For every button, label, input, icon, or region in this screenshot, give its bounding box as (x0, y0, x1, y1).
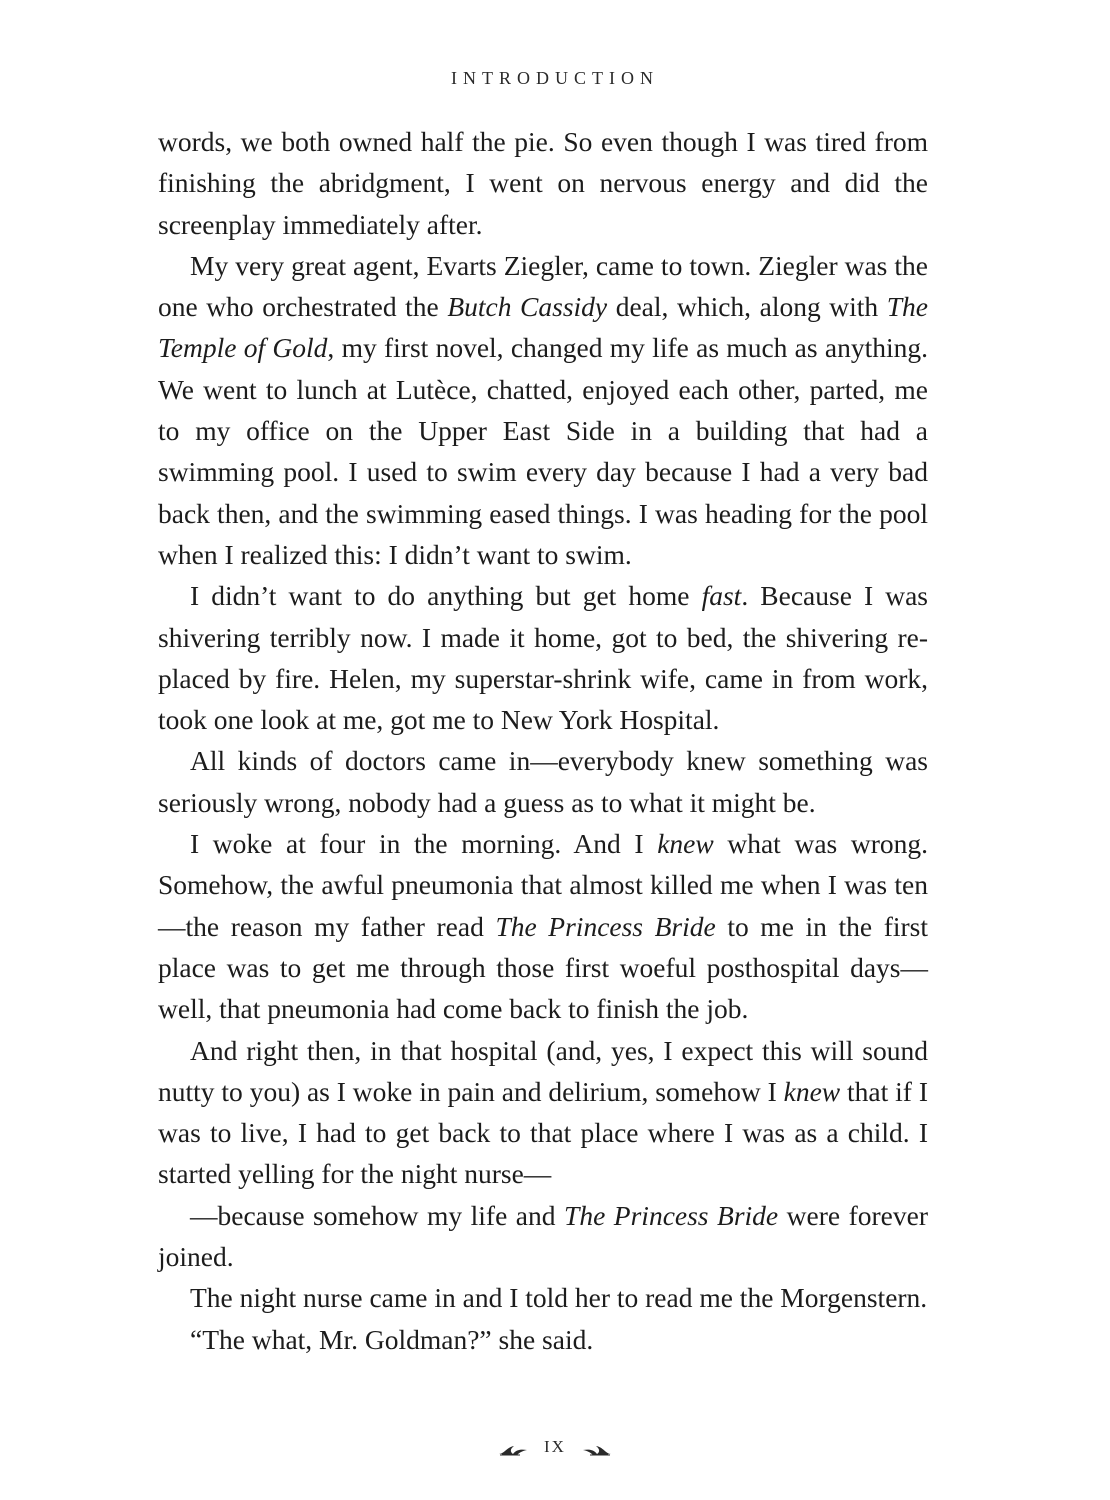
paragraph (158, 1277, 928, 1318)
paragraph-text: what was wrong. Somehow, the awful pneumonia that almost killed me when I was ten—the reason my father read (158, 828, 929, 942)
italic-title-text: knew (783, 1075, 841, 1107)
paragraph-text: I woke at four in the morning. And I (190, 828, 658, 860)
paragraph-text: The night nurse came in and I told her to read me the Morgenstern. (190, 1282, 928, 1314)
paragraph-text: “The what, Mr. Goldman?” she said. (190, 1323, 594, 1355)
leaf-ornament-icon (582, 1441, 612, 1453)
body-text (158, 121, 928, 1360)
paragraph (158, 245, 928, 575)
paragraph (158, 121, 928, 245)
italic-title-text: The Princess Bride (564, 1199, 779, 1231)
leaf-ornament-icon (498, 1441, 528, 1453)
italic-title-text: fast (701, 580, 742, 612)
folio (0, 1436, 1110, 1457)
paragraph-text: —because somehow my life and (190, 1199, 565, 1231)
paragraph-text: words, we both owned half the pie. So even though I was tired from finishing the abridgment, I went on nervous energy and did the screenplay immediately after. (158, 126, 928, 240)
paragraph-text: And right then, in that hospital (and, yes, I expect this will sound nutty to you) as I woke in pain and delirium, somehow I (158, 1034, 928, 1107)
paragraph-text: . Because I was shivering terribly now. I made it home, got to bed, the shivering replaced by fire. Helen, my superstar-shrink wife, came in from work, took one look at me, got me to New York Hospital. (158, 580, 928, 736)
paragraph (158, 740, 928, 823)
paragraph (158, 1319, 928, 1360)
italic-title-text: The Temple of Gold (158, 291, 928, 364)
paragraph-text: , my first novel, changed my life as much as anything. We went to lunch at Lutèce, chatted, enjoyed each other, parted, me to my office on the Upper East Side in a building that had a swimming pool. I used to swim every day because I had a very bad back then, and the swimming eased things. I was heading for the pool when I realized this: I didn’t want to swim. (158, 332, 928, 570)
paragraph-text: All kinds of doctors came in—everybody knew something was seriously wrong, nobody had a guess as to what it might be. (158, 745, 928, 818)
paragraph (158, 575, 928, 740)
paragraph-text: that if I was to live, I had to get back to that place where I was as a child. I started yelling for the night nurse— (158, 1075, 928, 1190)
paragraph-text: deal, which, along with (607, 291, 887, 323)
page-number: IX (544, 1437, 566, 1457)
paragraph-text: to me in the first place was to get me through those first woeful posthospital days—well, that pneumonia had come back to finish the job. (158, 910, 928, 1025)
italic-title-text: Butch Cassidy (447, 291, 608, 323)
paragraph-text: were forever joined. (158, 1199, 928, 1273)
paragraph (158, 823, 928, 1029)
paragraph (158, 1195, 928, 1278)
italic-title-text: knew (657, 828, 714, 860)
paragraph (158, 1030, 928, 1195)
running-head: INTRODUCTION (451, 68, 659, 88)
italic-title-text: The Princess Bride (495, 910, 716, 942)
paragraph-text: My very great agent, Evarts Ziegler, came to town. Ziegler was the one who orchestrated the (158, 249, 928, 323)
paragraph-text: I didn’t want to do anything but get home (190, 580, 702, 612)
